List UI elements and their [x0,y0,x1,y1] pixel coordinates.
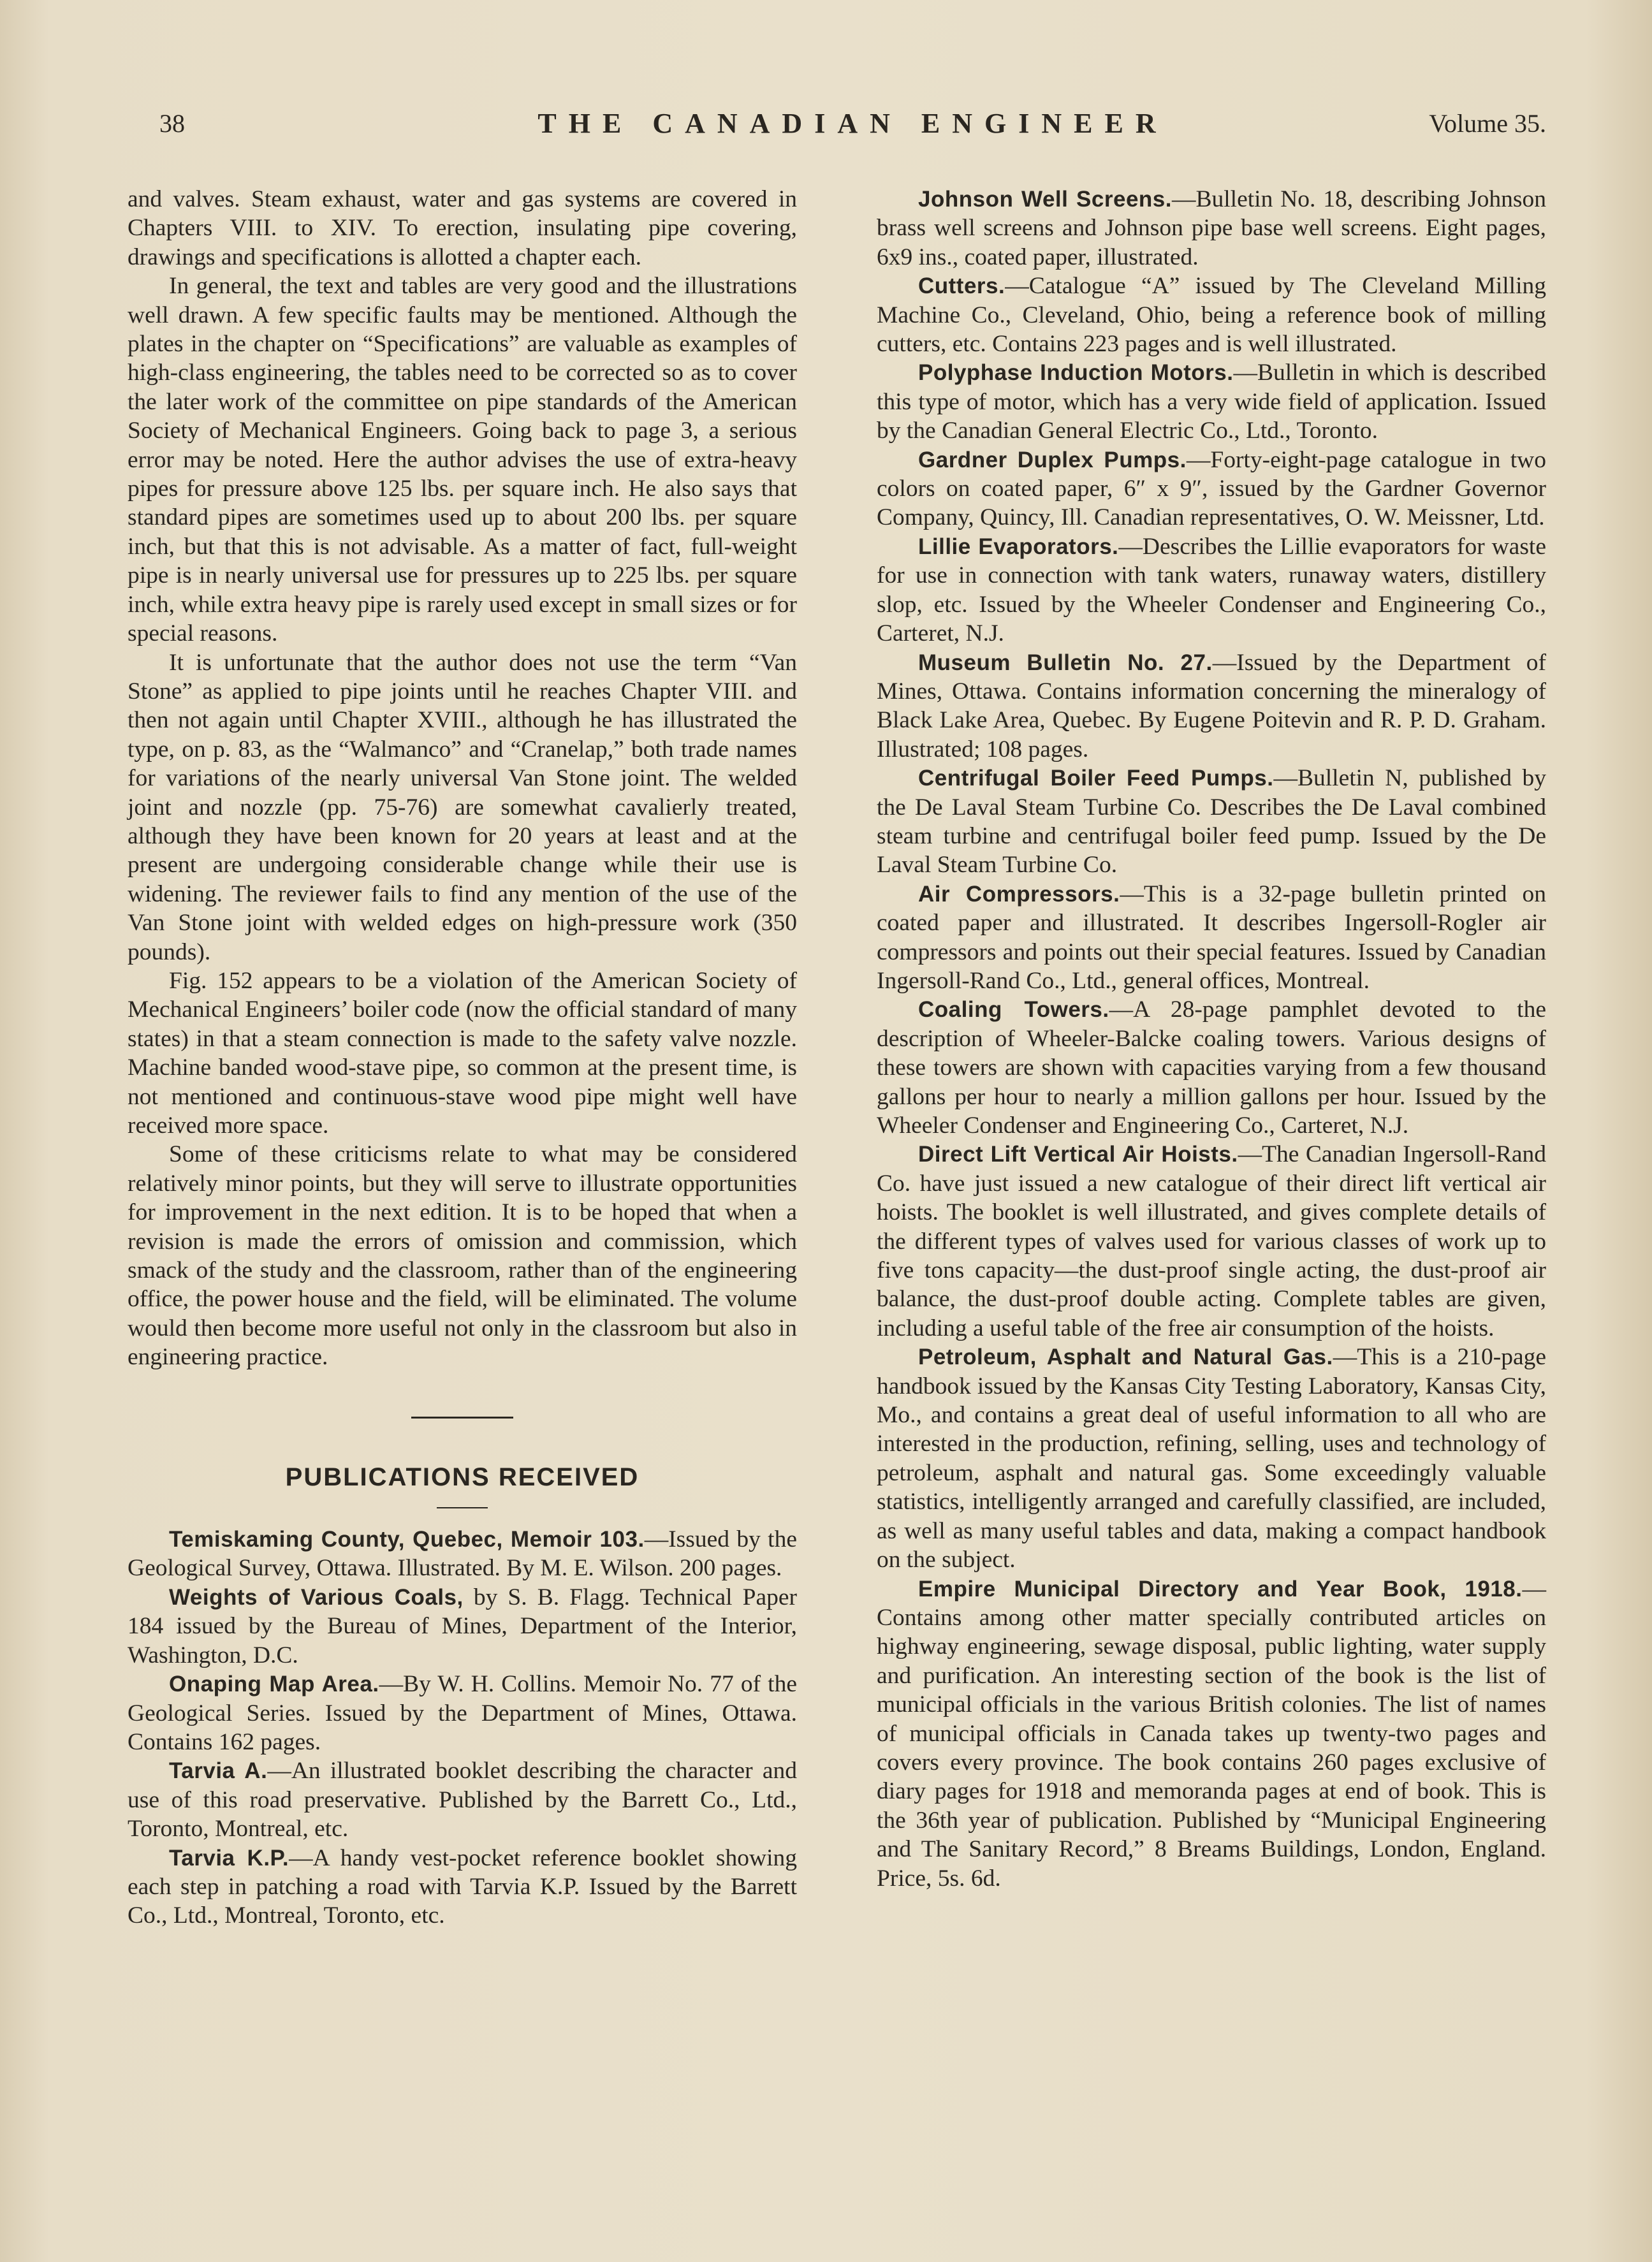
publication-entry [877,1343,1546,1574]
page-number: 38 [159,109,185,138]
review-paragraph: Fig. 152 appears to be a violation of the American Society of Mechanical Engineers’ boiler code (now the official standard of many states) in that a steam connection is made to the safety valve nozzle. Machine banded wood-stave pipe, so common at the present time, is not mentioned and continuous-stave wood pipe might well have received more space. [128,967,797,1139]
publication-text: —Issued by the Department of Mines, Ottawa. Contains information concerning the mineralogy of Black Lake Area, Quebec. By Eugene Poitevin and R. P. D. Graham. Illustrated; 108 pages. [877,649,1547,763]
publication-text: —An illustrated booklet describing the character and use of this road preservative. Published by the Barrett Co., Ltd., Toronto, Montreal, etc. [128,1758,797,1842]
publication-title: Coaling Towers. [918,997,1109,1023]
publication-entry [877,1575,1546,1893]
publication-entry [877,446,1546,532]
publication-entry [877,185,1546,272]
publication-text: —This is a 210-page handbook issued by the Kansas City Testing Laboratory, Kansas City, Mo., and contains a great deal of useful information to all who are interested in the production, refining, selling, uses and technology of petroleum, asphalt and natural gas. Some exceedingly valuable statistics, intelligently arranged and carefully classified, are included, as well as many useful tables and data, making a compact handbook on the subject. [877,1344,1546,1573]
publication-text: —Catalogue “A” issued by The Cleveland Milling Machine Co., Cleveland, Ohio, being a reference book of milling cutters, etc. Contains 223 pages and is well illustrated. [877,273,1546,358]
publication-text: —Issued by the Geological Survey, Ottawa. Illustrated. By M. E. Wilson. 200 pages. [128,1526,797,1582]
publication-entry [877,648,1546,764]
publication-text: —Contains among other matter specially contributed articles on highway engineering, sewage disposal, public lighting, water supply and purification. An interesting section of the book is the list of municipal officials in the various British colonies. The list of names of municipal officials in Canada takes up twenty-two pages and covers every province. The book contains 260 pages exclusive of diary pages for 1918 and memoranda pages at end of book. This is the 36th year of publication. Published by “Municipal Engineering and The Sanitary Record,” 8 Breams Buildings, London, England. Price, 5s. 6d. [877,1575,1546,1892]
publication-text: —Bulletin No. 18, describing Johnson brass well screens and Johnson pipe base well screens. Eight pages, 6x9 ins., coated paper, illustrated. [877,186,1546,270]
publication-title: Centrifugal Boiler Feed Pumps. [918,766,1274,791]
publication-text: —The Canadian Ingersoll-Rand Co. have just issued a new catalogue of their direct lift vertical air hoists. The booklet is well illustrated, and gives complete details of the different types of valves used for various classes of work up to five tons capacity—the dust-proof single acting, the dust-proof air balance, the dust-proof double acting. Complete tables are given, including a useful table of the free air consumption of the hoists. [877,1141,1546,1341]
publication-title: Onaping Map Area. [169,1672,379,1697]
publication-title: Cutters. [918,274,1005,299]
publication-text: —A 28-page pamphlet devoted to the description of Wheeler-Balcke coaling towers. Various designs of these towers are shown with capacities varying from a few thousand gallons per hour to nearly a million gallons per hour. Issued by the Wheeler Condenser and Engineering Co., Carteret, N.J. [877,996,1546,1139]
publication-text: —A handy vest-pocket reference booklet showing each step in patching a road with Tarvia K.P. Issued by the Barrett Co., Ltd., Montreal, Toronto, etc. [128,1844,797,1929]
publication-entry [877,764,1546,880]
publication-text: —Bulletin in which is described this type of motor, which has a very wide field of application. Issued by the Canadian General Electric Co., Ltd., Toronto. [877,360,1546,444]
publication-title: Direct Lift Vertical Air Hoists. [918,1142,1238,1167]
publication-title: Lillie Evaporators. [918,534,1119,559]
publication-title: Johnson Well Screens. [918,187,1172,212]
review-paragraph: Some of these criticisms relate to what may be considered relatively minor points, but they will serve to illustrate opportunities for improvement in the next edition. It is to be hoped that when a revision is made the errors of omission and commission, which smack of the study and the classroom, rather than of the engineering office, the power house and the field, will be eliminated. The volume would then become more useful not only in the classroom but also in engineering practice. [128,1141,797,1371]
publication-text: by S. B. Flagg. Technical Paper 184 issued by the Bureau of Mines, Department of the Interior, Washington, D.C. [128,1584,797,1668]
right-column [877,185,1546,1893]
review-paragraph: and valves. Steam exhaust, water and gas systems are covered in Chapters VIII. to XIV. To erection, insulating pipe covering, drawings and specifications is allotted a chapter each. [128,186,797,270]
volume-label: Volume 35. [1429,109,1546,138]
publication-title: Empire Municipal Directory and Year Book, 1918. [918,1576,1523,1602]
publication-title: Museum Bulletin No. 27. [918,650,1213,675]
section-divider [411,1417,513,1419]
publication-title: Air Compressors. [918,881,1120,907]
publication-title: Temiskaming County, Quebec, Memoir 103. [169,1527,645,1552]
publication-text: —Describes the Lillie evaporators for waste for use in connection with tank waters, runaway waters, distillery slop, etc. Issued by the Wheeler Condenser and Engineering Co., Carteret, N.J. [877,533,1546,647]
publication-title: Tarvia K.P. [169,1845,289,1871]
publication-title: Tarvia A. [169,1758,268,1784]
publication-text: —This is a 32-page bulletin printed on coated paper and illustrated. It describes Ingersoll-Rogler air compressors and points out their special features. Issued by Canadian Ingersoll-Rand Co., Ltd., general offices, Montreal. [877,880,1547,994]
publication-entry [128,1844,797,1930]
publication-entry [877,1140,1546,1343]
publication-title: Polyphase Induction Motors. [918,360,1234,386]
left-column [128,185,797,1930]
publication-entry [128,1756,797,1843]
publication-title: Weights of Various Coals, [169,1584,464,1610]
publication-entry [877,880,1546,996]
journal-title: THE CANADIAN ENGINEER [537,108,1168,139]
section-title: PUBLICATIONS RECEIVED [285,1463,640,1491]
publication-title: Gardner Duplex Pumps. [918,447,1187,472]
review-paragraph: In general, the text and tables are very good and the illustrations well drawn. A few specific faults may be mentioned. Although the plates in the chapter on “Specifications” are valuable as examples of high-class engineering, the tables need to be corrected so as to cover the later work of the committee on pipe standards of the American Society of Mechanical Engineers. Going back to page 3, a serious error may be noted. Here the author advises the use of extra-heavy pipes for pressure above 125 lbs. per square inch. He also says that standard pipes are sometimes used up to about 200 lbs. per square inch, but that this is not advisable. As a matter of fact, full-weight pipe is in nearly universal use for pressures up to 225 lbs. per square inch, while extra heavy pipe is rarely used except in small sizes or for special reasons. [128,273,797,647]
publication-text: —Forty-eight-page catalogue in two colors on coated paper, 6″ x 9″, issued by the Gardner Governor Company, Quincy, Ill. Canadian representatives, O. W. Meissner, Ltd. [877,446,1546,531]
publication-text: —By W. H. Collins. Memoir No. 77 of the Geological Series. Issued by the Department of Mines, Ottawa. Contains 162 pages. [128,1671,797,1755]
publication-title: Petroleum, Asphalt and Natural Gas. [918,1345,1333,1370]
publication-entry [128,1525,797,1583]
review-paragraph: It is unfortunate that the author does not use the term “Van Stone” as applied to pipe joints until he reaches Chapter VIII. and then not again until Chapter XVIII., although he has illustrated the type, on p. 83, as the “Walmanco” and “Cranelap,” both trade names for variations of the nearly universal Van Stone joint. The welded joint and nozzle (pp. 75-76) are somewhat cavalierly treated, although they have been known for 20 years at least and at the present are undergoing considerable change while their use is widening. The reviewer fails to find any mention of the use of the Van Stone joint with welded edges on high-pressure work (350 pounds). [128,649,797,965]
publication-text: —Bulletin N, published by the De Laval Steam Turbine Co. Describes the De Laval combined steam turbine and centrifugal boiler feed pump. Issued by the De Laval Steam Turbine Co. [877,765,1546,879]
title-underline [437,1507,488,1508]
publication-entry [877,995,1546,1140]
publication-entry [877,272,1546,358]
publication-entry [877,532,1546,648]
publication-entry [877,358,1546,445]
page-header [159,102,1546,147]
publication-entry [128,1583,797,1670]
publication-entry [128,1670,797,1756]
